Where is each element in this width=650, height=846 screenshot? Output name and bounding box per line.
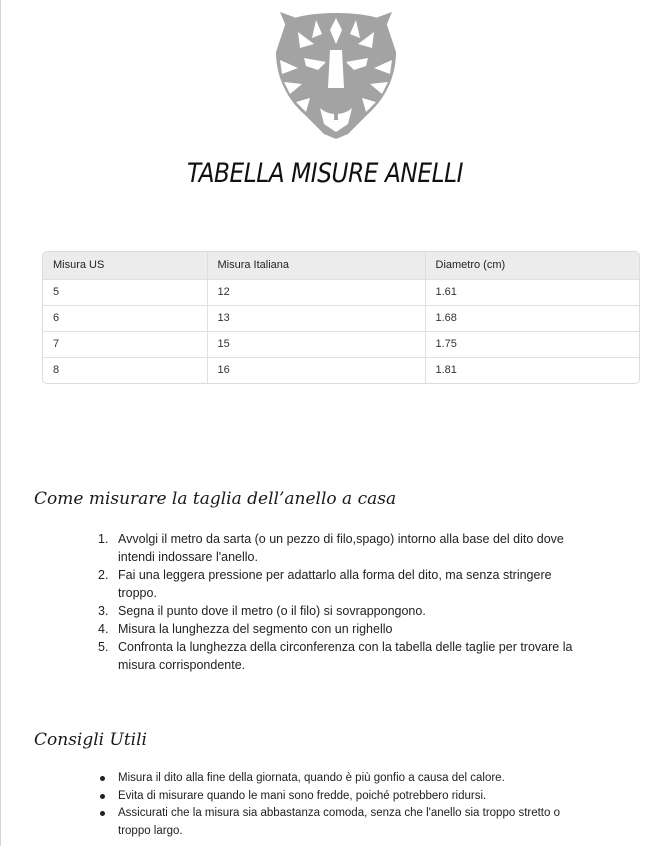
column-header: Diametro (cm) [425, 252, 639, 279]
step-text: Confronta la lunghezza della circonferenza con la tabella delle taglie per trovare la misura corrispondente. [118, 640, 573, 672]
measurement-steps-list [98, 530, 588, 674]
step-text: Misura la lunghezza del segmento con un righello [118, 622, 393, 636]
step-number: 5. [98, 640, 109, 654]
table-cell: 1.75 [425, 331, 639, 357]
list-item [98, 620, 588, 638]
list-item [118, 770, 588, 788]
tip-text: Evita di misurare quando le mani sono fredde, poiché potrebbero ridursi. [118, 789, 487, 802]
table-row [43, 331, 639, 357]
ring-size-table [42, 251, 640, 384]
list-item [118, 805, 588, 840]
table-row [43, 357, 639, 383]
table-cell: 7 [43, 331, 207, 357]
how-to-measure-heading: Come misurare la taglia dell’anello a casa [34, 489, 397, 509]
table-cell: 12 [207, 279, 425, 305]
useful-tips-heading: Consigli Utili [34, 730, 147, 750]
tiger-head-icon [272, 8, 400, 140]
step-number: 3. [98, 604, 109, 618]
list-item [118, 788, 588, 806]
table-row [43, 305, 639, 331]
table-cell: 15 [207, 331, 425, 357]
table-cell: 1.61 [425, 279, 639, 305]
tip-text: Assicurati che la misura sia abbastanza comoda, senza che l'anello sia troppo stretto o troppo largo. [118, 807, 560, 837]
column-header: Misura US [43, 252, 207, 279]
table-cell: 1.68 [425, 305, 639, 331]
page-title: TABELLA MISURE ANELLI [186, 158, 464, 189]
table-header-row [43, 252, 639, 279]
table-cell: 5 [43, 279, 207, 305]
list-item [98, 566, 588, 602]
step-text: Segna il punto dove il metro (o il filo) si sovrappongono. [118, 604, 426, 618]
step-number: 1. [98, 532, 109, 546]
list-item [98, 530, 588, 566]
tip-text: Misura il dito alla fine della giornata, quando è più gonfio a causa del calore. [118, 772, 505, 784]
tips-list [118, 770, 588, 840]
step-number: 4. [98, 622, 109, 636]
list-item [98, 638, 588, 674]
table-cell: 13 [207, 305, 425, 331]
step-text: Avvolgi il metro da sarta (o un pezzo di filo,spago) intorno alla base del dito dove intendi indossare l'anello. [118, 532, 564, 564]
table-row [43, 279, 639, 305]
bullet-icon [100, 794, 105, 799]
list-item [98, 602, 588, 620]
table-cell: 1.81 [425, 357, 639, 383]
page-left-border [0, 0, 1, 846]
table-cell: 6 [43, 305, 207, 331]
bullet-icon [100, 776, 105, 781]
step-number: 2. [98, 568, 109, 582]
table-cell: 8 [43, 357, 207, 383]
column-header: Misura Italiana [207, 252, 425, 279]
bullet-icon [100, 811, 105, 816]
table-cell: 16 [207, 357, 425, 383]
step-text: Fai una leggera pressione per adattarlo alla forma del dito, ma senza stringere troppo. [118, 568, 552, 600]
